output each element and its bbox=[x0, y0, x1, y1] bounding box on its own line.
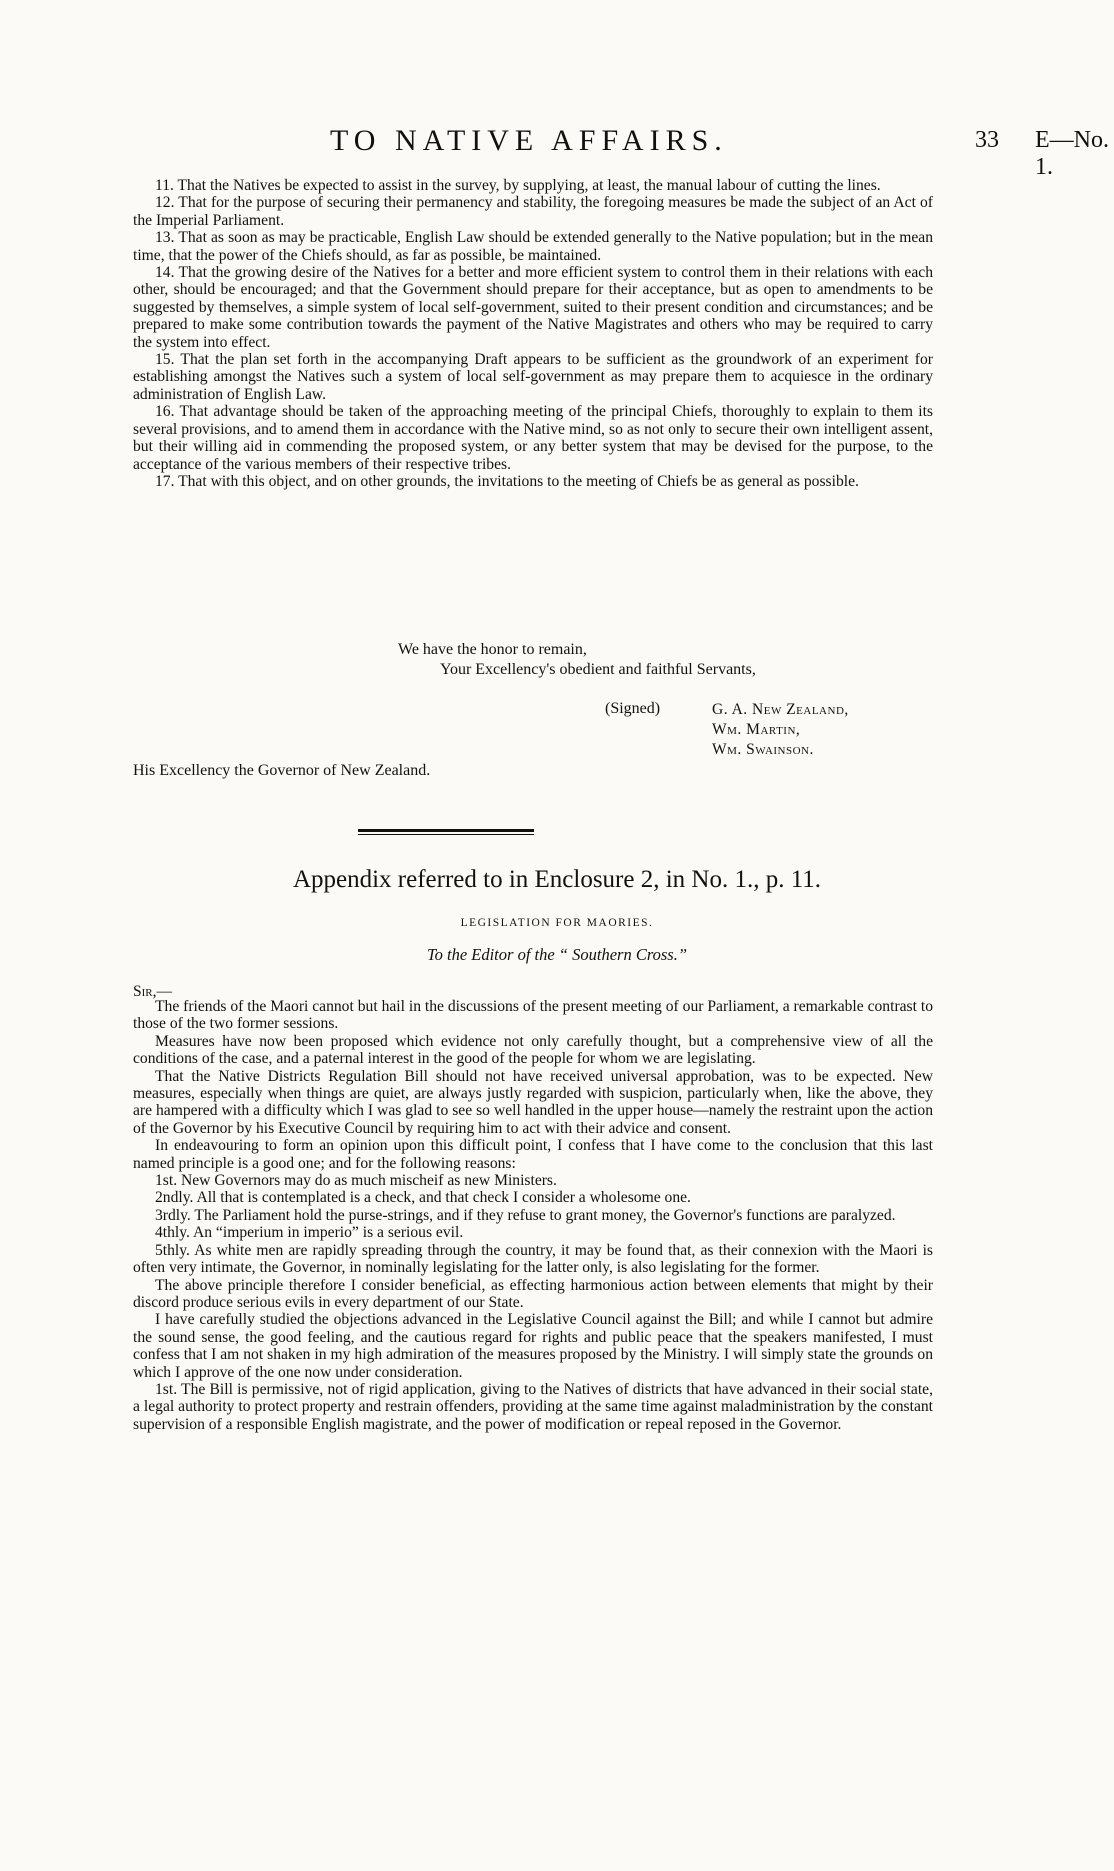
resolution-paragraph: 12. That for the purpose of securing their permanency and stability, the foregoing measures be made the subject of an Act of the Imperial Parliament. bbox=[133, 194, 933, 229]
addressee: His Excellency the Governor of New Zealand. bbox=[133, 762, 431, 779]
page-number: 33 bbox=[975, 127, 999, 153]
signer-name: Wm. Martin, bbox=[712, 721, 801, 738]
resolution-paragraph: 16. That advantage should be taken of the approaching meeting of the principal Chiefs, thoroughly to explain to them its several provisions, and to amend them in accordance with the Native mind, so as not only to secure their own intelligent assent, but their willing aid in commending the proposed system, or any better system that may be devised for the purpose, to the acceptance of the various members of their respective tribes. bbox=[133, 403, 933, 473]
letter-paragraph: 5thly. As white men are rapidly spreading through the country, it may be found that, as their connexion with the Maori is often very intimate, the Governor, in nominally legislating for the latter only, is also legislating for the former. bbox=[133, 1241, 933, 1277]
resolution-paragraph: 13. That as soon as may be practicable, English Law should be extended generally to the Native population; but in the mean time, that the power of the Chiefs should, as far as possible, be maintained. bbox=[133, 229, 933, 264]
letter-paragraph: 2ndly. All that is contemplated is a check, and that check I consider a wholesome one. bbox=[155, 1189, 691, 1207]
appendix-title: Appendix referred to in Enclosure 2, in No. 1., p. 11. bbox=[292, 866, 822, 893]
letter-paragraph: The above principle therefore I consider beneficial, as effecting harmonious action between elements that might by their discord produce serious evils in every department of our State. bbox=[133, 1276, 933, 1311]
closing-line-1: We have the honor to remain, bbox=[398, 641, 587, 658]
letter-paragraph: I have carefully studied the objections advanced in the Legislative Council against the Bill; and while I cannot but admire the sound sense, the good feeling, and the cautious regard for rights and public peace that the speakers manifested, I must confess that I am not shaken in my high admiration of the measures proposed by the Ministry. I will simply state the grounds on which I approve of the one now under consideration. bbox=[133, 1311, 933, 1381]
resolution-paragraph: 14. That the growing desire of the Natives for a better and more efficient system to control them in their relations with each other, should be encouraged; and that the Government should prepare for their acceptance, but as open to amendments to be suggested by themselves, a simple system of local self-government, suited to their present condition and circumstances; and be prepared to make some contribution towards the payment of the Native Magistrates and others who may be required to carry the system into effect. bbox=[133, 264, 933, 351]
running-header-title: TO NATIVE AFFAIRS. bbox=[330, 124, 728, 157]
signer-name: G. A. New Zealand, bbox=[712, 701, 849, 718]
resolution-paragraph: 11. That the Natives be expected to assist in the survey, by supplying, at least, the manual labour of cutting the lines. bbox=[155, 177, 881, 194]
letter-paragraph: Measures have now been proposed which evidence not only carefully thought, but a comprehensive view of all the conditions of the case, and a paternal interest in the good of the people for whom we are legislating. bbox=[133, 1032, 933, 1068]
resolutions-list bbox=[133, 177, 933, 490]
letter-body bbox=[133, 998, 933, 1433]
salutation: Sir,— bbox=[133, 983, 172, 1000]
signatories bbox=[712, 700, 849, 760]
editor-address: To the Editor of the “ Southern Cross.” bbox=[426, 945, 688, 964]
letter-paragraph: In endeavouring to form an opinion upon this difficult point, I confess that I have come to the conclusion that this last named principle is a good one; and for the following reasons: bbox=[133, 1137, 933, 1172]
letter-paragraph: 4thly. An “imperium in imperio” is a serious evil. bbox=[155, 1224, 464, 1242]
letter-paragraph: The friends of the Maori cannot but hail in the discussions of the present meeting of our Parliament, a remarkable contrast to those of the two former sessions. bbox=[133, 998, 933, 1033]
section-divider bbox=[358, 829, 534, 832]
signed-label: (Signed) bbox=[605, 700, 661, 717]
letter-paragraph: 3rdly. The Parliament hold the purse-strings, and if they refuse to grant money, the Governor's functions are paralyzed. bbox=[155, 1206, 896, 1224]
letter-paragraph: 1st. New Governors may do as much mischeif as new Ministers. bbox=[155, 1172, 557, 1190]
letter-paragraph: 1st. The Bill is permissive, not of rigid application, giving to the Natives of districts that have advanced in their social state, a legal authority to protect property and restrain offenders, providing at the same time against maladministration by the constant supervision of a responsible English magistrate, and the power of modification or repeal reposed in the Governor. bbox=[133, 1380, 933, 1433]
resolution-paragraph: 15. That the plan set forth in the accompanying Draft appears to be sufficient as the groundwork of an experiment for establishing amongst the Natives such a system of local self-government as may prepare them to acquiesce in the ordinary administration of English Law. bbox=[133, 351, 933, 403]
closing-line-2: Your Excellency's obedient and faithful Servants, bbox=[440, 661, 756, 678]
signer-name: Wm. Swainson. bbox=[712, 741, 814, 758]
series-reference: E—No. 1. bbox=[1035, 127, 1109, 180]
section-divider-thin bbox=[358, 834, 534, 835]
letter-paragraph: That the Native Districts Regulation Bill should not have received universal approbation, was to be expected. New measures, especially when things are quiet, are always justly regarded with suspicion, particularly when, like the above, they are hampered with a difficulty which I was glad to see so well handled in the upper house—namely the restraint upon the action of the Governor by his Executive Council by requiring him to act with their advice and consent. bbox=[133, 1067, 933, 1137]
appendix-subheading: LEGISLATION FOR MAORIES. bbox=[460, 917, 654, 929]
resolution-paragraph: 17. That with this object, and on other grounds, the invitations to the meeting of Chiefs be as general as possible. bbox=[155, 472, 859, 490]
